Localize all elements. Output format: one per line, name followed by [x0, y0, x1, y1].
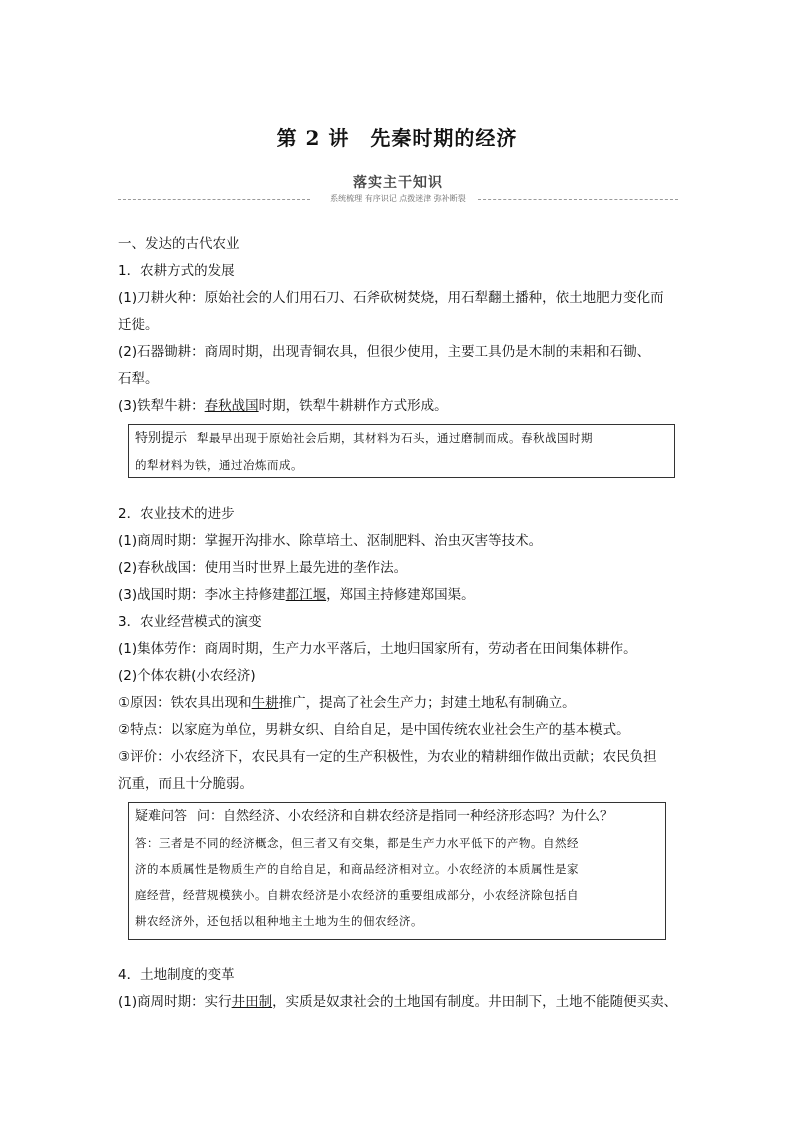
- text-span: ，实质是奴隶社会的土地国有制度。井田制下，土地不能随便买卖、: [272, 994, 678, 1010]
- text-span: 推广，提高了社会生产力；封建土地私有制确立。: [278, 695, 576, 711]
- paragraph-line: (1)集体劳作：商周时期，生产力水平落后，土地归国家所有，劳动者在田间集体耕作。: [118, 641, 637, 657]
- text-span: ①原因：铁农具出现和: [118, 695, 252, 711]
- paragraph-line: 迁徙。: [118, 317, 159, 333]
- tip-text: 的犁材料为铁，通过冶炼而成。: [135, 458, 303, 472]
- paragraph-line: (2)个体农耕(小农经济): [118, 668, 256, 684]
- tip-label: 特别提示: [135, 431, 188, 446]
- subheading-agri-tech: 2．农业技术的进步: [118, 506, 235, 522]
- paragraph-line: ②特点：以家庭为单位，男耕女织、自给自足，是中国传统农业社会生产的基本模式。: [118, 722, 630, 738]
- paragraph-line: [118, 694, 678, 712]
- text-span: 时期，铁犁牛耕耕作方式形成。: [258, 398, 448, 414]
- text-span: (1)商周时期：实行: [118, 994, 232, 1010]
- paragraph-line: [118, 397, 678, 415]
- subheading-farming-methods: 1．农耕方式的发展: [118, 263, 235, 279]
- paragraph-line: (1)刀耕火种：原始社会的人们用石刀、石斧砍树焚烧，用石犁翻土播种，依土地肥力变化而: [118, 290, 664, 306]
- underlined-term: 春秋战国: [204, 398, 259, 414]
- qa-answer-line: 答：三者是不同的经济概念，但三者又有交集，都是生产力水平低下的产物。自然经: [135, 836, 579, 850]
- paragraph-line: [118, 586, 678, 604]
- qa-question: 问：自然经济、小农经济和自耕农经济是指同一种经济形态吗？为什么？: [197, 809, 614, 824]
- underlined-term: 都江堰: [285, 587, 327, 603]
- qa-box: [128, 802, 666, 940]
- qa-answer-line: 庭经营，经营规模狭小。自耕农经济是小农经济的重要组成部分，小农经济除包括自: [135, 888, 579, 902]
- banner-title: 落实主干知识: [353, 175, 443, 191]
- paragraph-line: [118, 993, 678, 1011]
- qa-label: 疑难问答: [135, 809, 188, 824]
- text-span: (3)铁犁牛耕：: [118, 398, 205, 414]
- tip-line: [135, 425, 668, 452]
- subheading-business-mode: 3．农业经营模式的演变: [118, 614, 262, 630]
- tip-box: [128, 424, 675, 478]
- text-span: ，郑国主持修建郑国渠。: [326, 587, 475, 603]
- paragraph-line: 石犁。: [118, 371, 159, 387]
- section-heading: 一、发达的古代农业: [118, 236, 240, 252]
- underlined-term: 牛耕: [251, 695, 279, 711]
- underlined-term: 井田制: [231, 994, 273, 1010]
- qa-answer-line: 济的本质属性是物质生产的自给自足，和商品经济相对立。小农经济的本质属性是家: [135, 862, 579, 876]
- paragraph-line: (1)商周时期：掌握开沟排水、除草培土、沤制肥料、治虫灭害等技术。: [118, 533, 543, 549]
- page-title: 第 2 讲 先秦时期的经济: [276, 126, 518, 150]
- qa-answer-line: 耕农经济外，还包括以租种地主土地为生的佃农经济。: [135, 914, 423, 928]
- qa-question-line: [135, 803, 659, 830]
- paragraph-line: ③评价：小农经济下，农民具有一定的生产积极性，为农业的精耕细作做出贡献；农民负担: [118, 749, 657, 765]
- banner-subtitle: 系统梳理 有序识记 点拨迷津 弥补断裂: [330, 194, 466, 203]
- section-banner: [118, 172, 678, 208]
- paragraph-line: 沉重，而且十分脆弱。: [118, 776, 253, 792]
- tip-line: [135, 452, 668, 478]
- tip-text: 犁最早出现于原始社会后期，其材料为石头，通过磨制而成。春秋战国时期: [197, 431, 594, 445]
- text-span: (3)战国时期：李冰主持修建: [118, 587, 286, 603]
- subheading-land-system: 4．土地制度的变革: [118, 967, 235, 983]
- paragraph-line: (2)石器锄耕：商周时期，出现青铜农具，但很少使用，主要工具仍是木制的耒耜和石锄、: [118, 344, 651, 360]
- paragraph-line: (2)春秋战国：使用当时世界上最先进的垄作法。: [118, 560, 408, 576]
